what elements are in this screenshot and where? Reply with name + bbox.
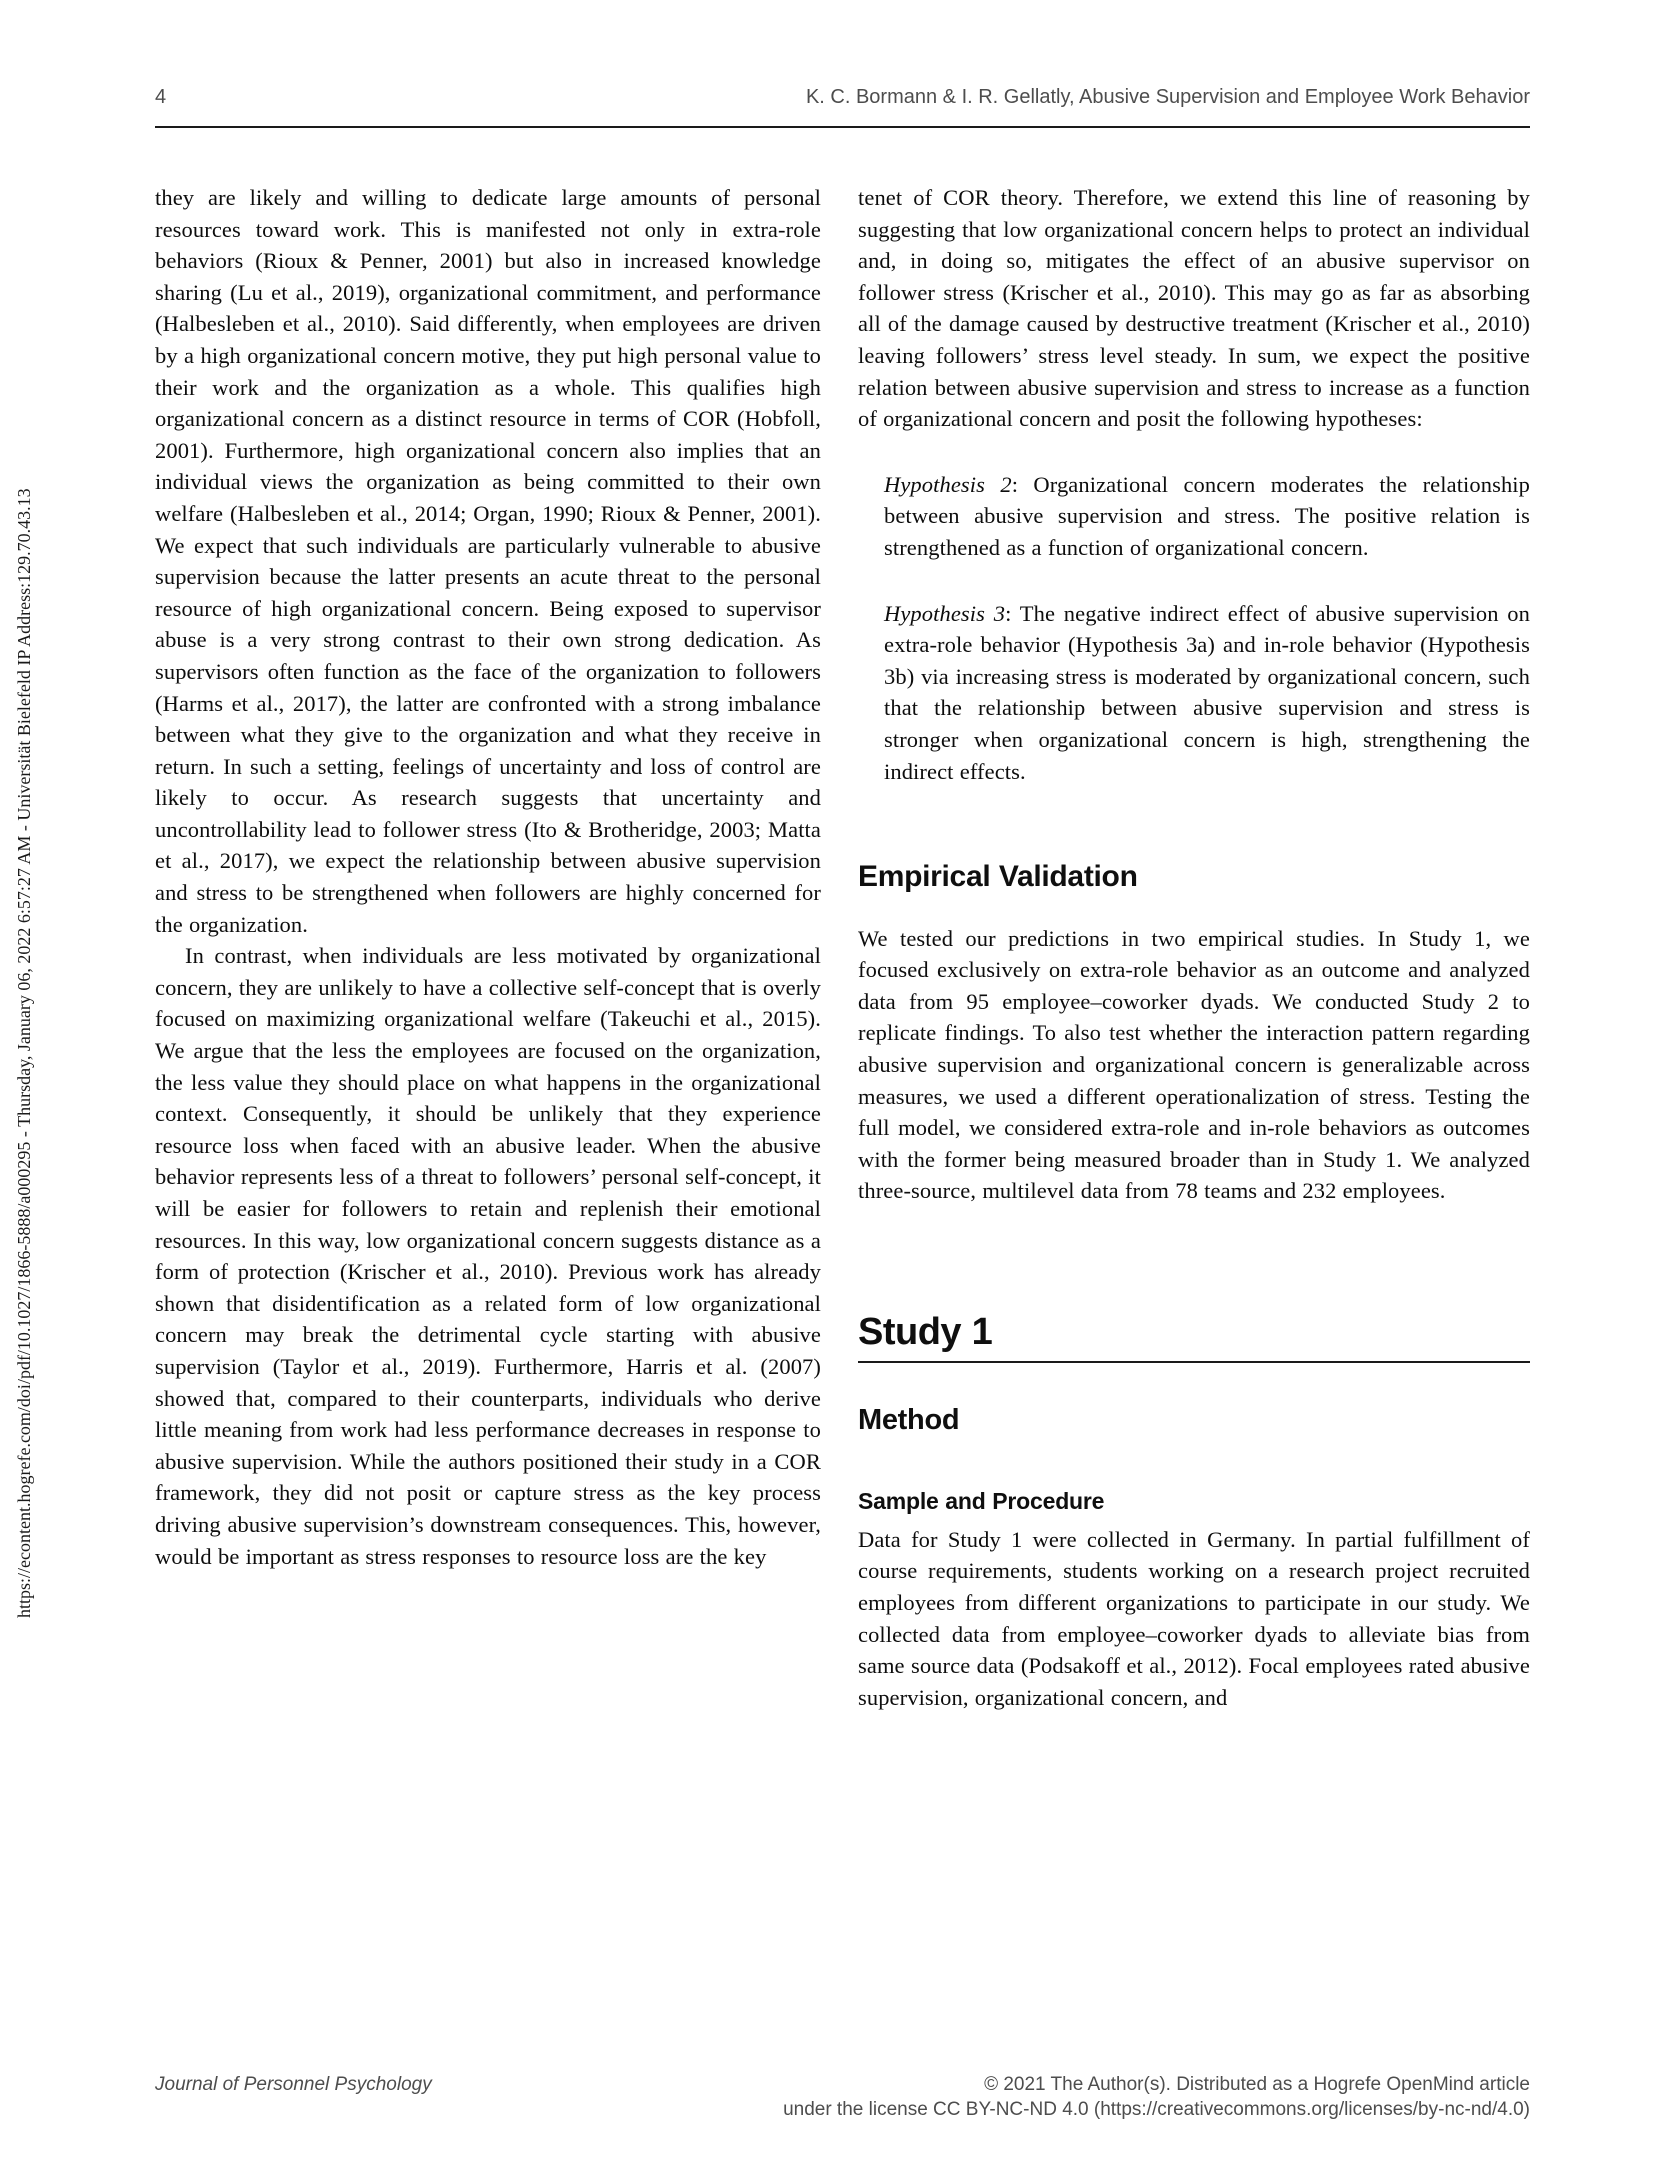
- hypothesis-block-3: [884, 598, 1530, 788]
- body-paragraph: tenet of COR theory. Therefore, we extend this line of reasoning by suggesting that low organizational concern helps to protect an individual and, in doing so, mitigates the effect of an abusive supervisor on follower stress (Krischer et al., 2010). This may go as far as absorbing all of the damage caused by destructive treatment (Krischer et al., 2010) leaving followers’ stress level steady. In sum, we expect the positive relation between abusive supervision and stress to increase as a function of organizational concern and posit the following hypotheses:: [858, 185, 1530, 432]
- section-heading-study-1: Study 1: [858, 1317, 1530, 1363]
- copyright-line: © 2021 The Author(s). Distributed as a Hogrefe OpenMind article: [984, 2074, 1530, 2095]
- journal-name: Journal of Personnel Psychology: [155, 2074, 432, 2095]
- body-paragraph: they are likely and willing to dedicate large amounts of personal resources toward work. This is manifested not only in extra-role behaviors (Rioux & Penner, 2001) but also in increased knowledge sharing (Lu et al., 2019), organizational commitment, and performance (Halbesleben et al., 2010). Said differently, when employees are driven by a high organizational concern motive, they put high personal value to their work and the organization as a whole. This qualifies high organizational concern as a distinct resource in terms of COR (Hobfoll, 2001). Furthermore, high organizational concern also implies that an individual views the organization as being committed to their own welfare (Halbesleben et al., 2014; Organ, 1990; Rioux & Penner, 2001). We expect that such individuals are particularly vulnerable to abusive supervision because the latter presents an acute threat to the personal resource of high organizational concern. Being exposed to supervisor abuse is a very strong contrast to their own strong dedication. As supervisors often function as the face of the organization to followers (Harms et al., 2017), the latter are confronted with a strong imbalance between what they give to the organization and what they receive in return. In such a setting, feelings of uncertainty and loss of control are likely to occur. As research suggests that uncertainty and uncontrollability lead to follower stress (Ito & Brotheridge, 2003; Matta et al., 2017), we expect the relationship between abusive supervision and stress to be strengthened when followers are highly concerned for the organization.: [155, 185, 821, 937]
- page-header: [155, 86, 1530, 109]
- download-watermark: https://econtent.hogrefe.com/doi/pdf/10.1027/1866-5888/a000295 - Thursday, January 06, 2022 6:57:27 AM - Universität Bielefeld IP Address:129.70.43.13: [14, 488, 34, 1618]
- body-paragraph: Data for Study 1 were collected in Germany. In partial fulfillment of course requirements, students working on a research project recruited employees from different organizations to participate in our study. We collected data from employee–coworker dyads to alleviate bias from same source data (Podsakoff et al., 2012). Focal employees rated abusive supervision, organizational concern, and: [858, 1526, 1530, 1710]
- right-column: [858, 182, 1530, 1713]
- running-head: K. C. Bormann & I. R. Gellatly, Abusive Supervision and Employee Work Behavior: [805, 86, 1530, 108]
- body-paragraph: In contrast, when individuals are less motivated by organizational concern, they are unlikely to have a collective self-concept that is overly focused on maximizing organizational welfare (Takeuchi et al., 2015). We argue that the less the employees are focused on the organization, the less value they should place on what happens in the organizational context. Consequently, it should be unlikely that they experience resource loss when faced with an abusive leader. When the abusive behavior represents less of a threat to followers’ personal self-concept, it will be easier for followers to retain and replenish their emotional resources. In this way, low organizational concern suggests distance as a form of protection (Krischer et al., 2010). Previous work has already shown that disidentification as a related form of low organizational concern may break the detrimental cycle starting with abusive supervision (Taylor et al., 2019). Furthermore, Harris et al. (2007) showed that, compared to their counterparts, individuals who derive little meaning from work had less performance decreases in response to abusive supervision. While the authors positioned their study in a COR framework, they did not posit or capture stress as the key process driving abusive supervision’s downstream consequences. This, however, would be important as stress responses to resource loss are the key: [155, 943, 821, 1569]
- copyright-notice: [783, 2072, 1530, 2122]
- page-number: 4: [155, 86, 167, 108]
- hypothesis-label: Hypothesis 3: [884, 600, 1006, 626]
- hypothesis-block-2: [884, 469, 1530, 564]
- subsection-heading-method: Method: [858, 1403, 960, 1436]
- hypothesis-text: : Organizational concern moderates the relationship between abusive supervision and stress. The positive relation is strengthened as a function of organizational concern.: [884, 471, 1531, 560]
- copyright-line: under the license CC BY-NC-ND 4.0 (https://creativecommons.org/licenses/by-nc-nd/4.0): [783, 2099, 1530, 2120]
- left-column: [155, 182, 821, 1572]
- subsection-heading-sample-and-procedure: Sample and Procedure: [858, 1488, 1105, 1515]
- section-heading-empirical-validation: Empirical Validation: [858, 860, 1138, 894]
- hypothesis-label: Hypothesis 2: [884, 471, 1012, 497]
- page-footer: [155, 2072, 1530, 2122]
- body-paragraph: We tested our predictions in two empirical studies. In Study 1, we focused exclusively on extra-role behavior as an outcome and analyzed data from 95 employee–coworker dyads. We conducted Study 2 to replicate findings. To also test whether the interaction pattern regarding abusive supervision and organizational concern is generalizable across measures, we used a different operationalization of stress. Testing the full model, we considered extra-role and in-role behaviors as outcomes with the former being measured broader than in Study 1. We analyzed three-source, multilevel data from 78 teams and 232 employees.: [858, 925, 1530, 1204]
- header-rule: [155, 126, 1530, 128]
- hypothesis-text: : The negative indirect effect of abusive supervision on extra-role behavior (Hypothesis 3a) and in-role behavior (Hypothesis 3b) via increasing stress is moderated by organizational concern, such that the relationship between abusive supervision and stress is stronger when organizational concern is high, strengthening the indirect effects.: [884, 600, 1530, 784]
